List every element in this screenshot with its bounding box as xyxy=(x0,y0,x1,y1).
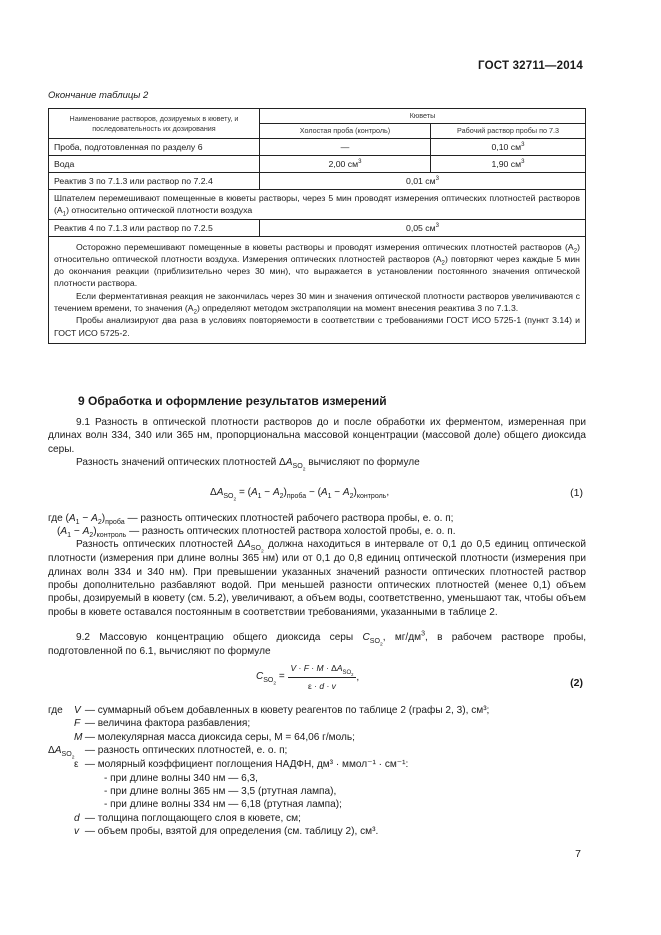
table-row xyxy=(49,156,586,173)
formula-2-fraction: $\frac{V \cdot F \cdot M \cdot \Delta A_{SO_2}}{\varepsilon \cdot d \cdot v}$ xyxy=(288,662,357,693)
wavelength-item: - при длине волны 365 нм — 3,5 (ртутная лампа), xyxy=(104,785,337,797)
row-name: Реактив 3 по 7.1.3 или раствор по 7.2.4 xyxy=(49,173,260,190)
header-cuvettes: Кюветы xyxy=(260,109,586,124)
definition-item: F — величина фактора разбавления; xyxy=(74,718,251,730)
wavelength-item: - при длине волны 340 нм — 6,3, xyxy=(104,772,258,784)
cell-blank: — xyxy=(260,139,431,156)
standard-code: ГОСТ 32711—2014 xyxy=(478,60,583,72)
paragraph-9-1: 9.1 Разность в оптической плотности растворов до и после обработки их ферментом, измеренная при длинах волн 334, 340 или 365 нм, пропорциональна массовой концентрации (массовой доле) общего диоксида серы. xyxy=(48,417,586,455)
note-measurement xyxy=(49,236,586,343)
row-name: Вода xyxy=(49,156,260,173)
page-number: 7 xyxy=(575,848,581,860)
definition-item: ε — молярный коэффициент поглощения НАДФН, дм³ · ммол⁻¹ · см⁻¹: xyxy=(74,759,409,771)
definition-item: v — объем пробы, взятой для определения (см. таблицу 2), см³. xyxy=(74,825,379,837)
note-paragraph: Если ферментативная реакция не закончилась через 30 мин и значения оптической плотности растворов увеличиваются с течением времени, то значения $(A_2)$ определяют методом экстраполяции на момент внесения реактива 3 по 7.1.3. xyxy=(54,290,580,316)
definition-item: $\Delta A_{SO_2}$ — разность оптических плотностей, е. о. п; xyxy=(48,744,288,761)
table-caption: Окончание таблицы 2 xyxy=(48,90,149,101)
cell-both: 0,05 $см^3$ xyxy=(260,219,586,236)
header-blank: Холостая проба (контроль) xyxy=(260,124,431,139)
table-row xyxy=(49,173,586,190)
definition-control: $(A_1 - A_2)_{контроль}$ — разность оптических плотностей раствора холостой пробы, е. о. п. xyxy=(57,526,456,540)
cell-sample: 1,90 $см^3$ xyxy=(431,156,586,173)
table-row xyxy=(49,219,586,236)
row-name: Реактив 4 по 7.1.3 или раствор по 7.2.5 xyxy=(49,219,260,236)
reagent-table xyxy=(48,108,586,344)
cell-both: 0,01 $см^3$ xyxy=(260,173,586,190)
definitions-list xyxy=(48,704,588,838)
paragraph-9-2: 9.2 Массовую концентрацию общего диоксида серы $C_{SO_2}$, $мг/дм^3$, в рабочем растворе пробы, подготовленной по 6.1, вычисляют по формуле xyxy=(48,630,587,658)
definition-probe: где $(A_1 - A_2)_{проба}$ — разность оптических плотностей рабочего раствора пробы, е. о. п; xyxy=(48,513,454,527)
cell-sample: 0,10 $см^3$ xyxy=(431,139,586,156)
formula-1: $\Delta A_{SO_2} = (A_1 - A_2)_{проба} - (A_1 - A_2)_{контроль}$, xyxy=(210,487,390,503)
header-sample: Рабочий раствор пробы по 7.3 xyxy=(431,124,586,139)
row-name: Проба, подготовленная по разделу 6 xyxy=(49,139,260,156)
section-title: 9 Обработка и оформление результатов измерений xyxy=(78,394,387,408)
note-mixing: Шпателем перемешивают помещенные в кюветы растворы, через 5 мин проводят измерения оптических плотностей растворов $(A_1)$ относительно оптической плотности воздуха xyxy=(49,190,586,220)
table-row xyxy=(49,139,586,156)
definition-item: где V — суммарный объем добавленных в кювету реагентов по таблице 2 (графы 2, 3), см³; xyxy=(48,705,490,716)
cell-blank: 2,00 $см^3$ xyxy=(260,156,431,173)
paragraph-difference: Разность значений оптических плотностей $\Delta A_{SO_2}$ вычисляют по формуле xyxy=(76,457,420,473)
note-paragraph: Осторожно перемешивают помещенные в кюветы растворы и проводят измерения оптических плотностей растворов $(A_2)$ относительно оптической плотности воздуха. Измерения оптических плотностей растворов $(A_2)$ повторяют через каждые 5 мин до окончания реакции (приблизительно через 30 мин), что выражается в установлении постоянного значения оптической плотности раствора. xyxy=(54,241,580,289)
equation-number-2: (2) xyxy=(570,677,583,689)
wavelength-item: - при длине волны 334 нм — 6,18 (ртутная лампа); xyxy=(104,799,342,811)
definition-item: M — молекулярная масса диоксида серы, M = 64,06 г/моль; xyxy=(74,731,355,743)
table-note-row xyxy=(49,236,586,343)
header-solutions: Наименование растворов, дозируемых в кювету, и последовательность их дозирования xyxy=(49,109,260,139)
definition-item: d — толщина поглощающего слоя в кювете, см; xyxy=(74,812,301,824)
equation-number-1: (1) xyxy=(570,487,583,499)
note-paragraph: Пробы анализируют два раза в условиях повторяемости в соответствии с требованиями ГОСТ ИСО 5725-1 (пункт 3.14) и ГОСТ ИСО 5725-2. xyxy=(54,315,580,338)
formula-2: $C_{SO_2}$ = $\frac{V \cdot F \cdot M \cdot \Delta A_{SO_2}}{\varepsilon \cdot d \cdot v}$ , xyxy=(256,663,360,691)
table-note-row xyxy=(49,190,586,220)
paragraph-range: Разность оптических плотностей $\Delta A_{SO_2}$ должна находиться в интервале от 0,1 до 0,5 единиц оптической плотности (измерения при длине волны 365 нм) или от 0,1 до 0,8 единиц оптической плотности (измерения при длинах волн 334 и 340 нм). При превышении указанных значений разности оптических плотностей раствор пробы дополнительно разбавляют водой. При меньшей разности оптических плотностей (менее 0,1) объем пробы, дозируемый в кювету (см. 5.2), увеличивают, а объем воды, соответственно, уменьшают так, чтобы объем пробы в кювете оставался постоянным в соответствии требованиями, указанными в таблице 2. xyxy=(48,539,587,618)
